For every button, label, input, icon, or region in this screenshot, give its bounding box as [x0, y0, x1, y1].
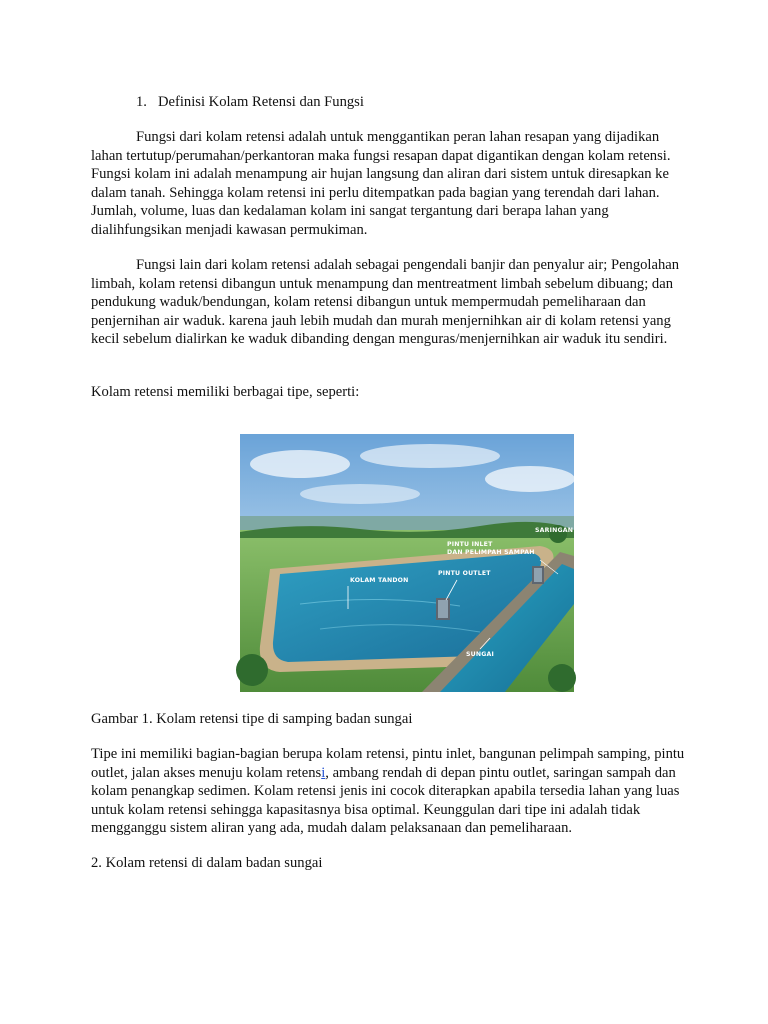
label-pelimpah-sampah: DAN PELIMPAH SAMPAH: [447, 549, 535, 556]
label-pintu-outlet: PINTU OUTLET: [438, 570, 491, 577]
label-sungai: SUNGAI: [466, 651, 495, 658]
inline-link[interactable]: i: [321, 764, 326, 781]
paragraph-function: Fungsi dari kolam retensi adalah untuk menggantikan peran lahan resapan yang dijadikan lahan tertutup/perumahan/perkantoran maka fungsi resapan dapat digantikan dengan kolam retensi. Fungsi kolam ini adalah menampung air hujan langsung dan aliran dari sistem untuk diresapkan ke dalam tanah. Sehingga kolam retensi ini perlu ditempatkan pada bagian yang terendah dari lahan. Jumlah, volume, luas dan kedalaman kolam ini sangat tergantung dari berapa lahan yang dialihfungsikan menjadi kawasan permukiman.: [91, 129, 671, 238]
paragraph-text-start: Tipe ini memiliki bagian-bagian berupa kolam retensi, pintu inlet, bangunan pelimpah samping, pintu outlet, jalan akses menuju kolam retens: [91, 746, 685, 781]
section-heading-2: 2. Kolam retensi di dalam badan sungai: [91, 855, 323, 871]
heading-number: 1.: [136, 94, 147, 110]
retention-pond-illustration: [240, 434, 607, 692]
section-heading: [136, 93, 364, 112]
label-kolam-tandon: KOLAM TANDON: [350, 577, 409, 584]
paragraph-type-description: [91, 745, 691, 838]
heading-text: Definisi Kolam Retensi dan Fungsi: [158, 94, 364, 110]
figure-caption: Gambar 1. Kolam retensi tipe di samping badan sungai: [91, 711, 413, 727]
paragraph-text-end: , ambang rendah di depan pintu outlet, saringan sampah dan kolam penangkap sedimen. Kolam retensi jenis ini cocok diterapkan apabila tersedia lahan yang luas untuk kolam retensi sehingga kapasitasnya bisa optimal. Keunggulan dari tipe ini adalah tidak mengganggu sistem aliran yang ada, mudah dalam pelaksanaan dan pemeliharaan.: [91, 764, 680, 837]
label-saringan-sampah: SARINGAN SAMPAH: [535, 527, 607, 534]
types-intro: Kolam retensi memiliki berbagai tipe, seperti:: [91, 384, 360, 400]
label-pintu-inlet: PINTU INLET: [447, 541, 493, 548]
paragraph-other-functions: Fungsi lain dari kolam retensi adalah sebagai pengendali banjir dan penyalur air; Pengolahan limbah, kolam retensi dibangun untuk menampung dan mentreatment limbah sebelum dibuang; dan pendukung waduk/bendungan, kolam retensi dibangun untuk mempermudah pemeliharaan dan penjernihan air waduk. karena jauh lebih mudah dan murah menjernihkan air di kolam retensi yang kecil sebelum dialirkan ke waduk dibanding dengan menguras/menjernihkan air waduk itu sendiri.: [91, 257, 680, 348]
